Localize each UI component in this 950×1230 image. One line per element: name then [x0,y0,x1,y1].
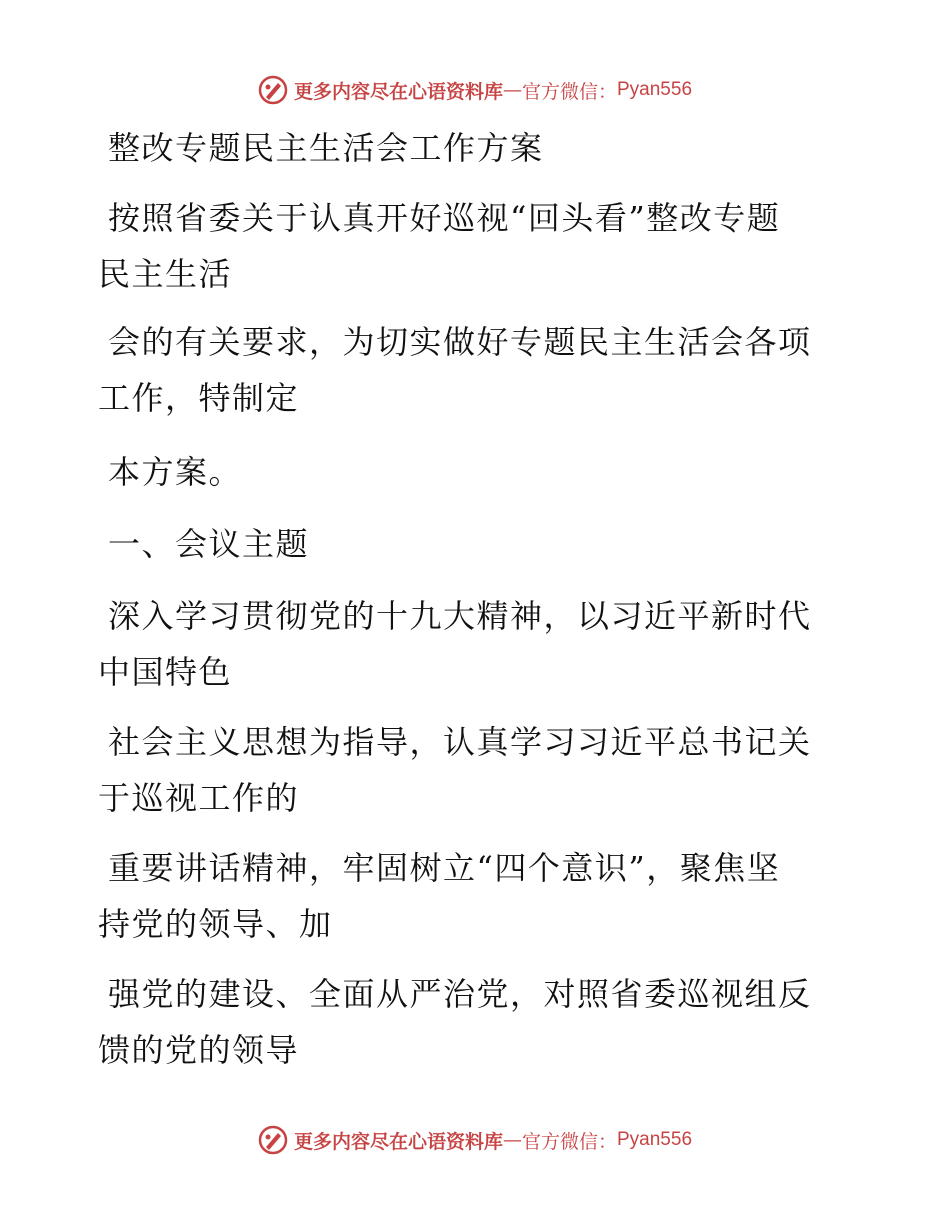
banner-dash: — [502,1129,522,1151]
paragraph-line: 于巡视工作的 [98,779,300,817]
banner-wechat-label: 官方微信： [521,80,617,103]
document-title: 整改专题民主生活会工作方案 [108,129,544,167]
banner-ad-text: 更多内容尽在心语资料库 [293,80,503,103]
paragraph-line: 深入学习贯彻党的十九大精神，以习近平新时代 [108,597,812,635]
pen-logo-icon [258,1125,288,1155]
paragraph-line: 社会主义思想为指导，认真学习习近平总书记关 [108,723,812,761]
paragraph-line: 按照省委关于认真开好巡视“回头看”整改专题 [108,199,781,237]
banner-ad-text: 更多内容尽在心语资料库 [293,1130,503,1153]
paragraph-line: 馈的党的领导 [98,1031,300,1069]
section-heading: 一、会议主题 [108,525,310,563]
paragraph-line: 中国特色 [98,653,233,691]
paragraph-line: 工作，特制定 [98,379,300,417]
header-banner [0,70,950,110]
paragraph-line: 重要讲话精神，牢固树立“四个意识”，聚焦坚 [108,849,781,887]
pen-logo-icon [258,75,288,105]
footer-banner [0,1120,950,1160]
paragraph-line: 强党的建设、全面从严治党，对照省委巡视组反 [108,975,812,1013]
document-body [98,120,838,1078]
banner-wechat-id: Pyan556 [617,1129,693,1150]
paragraph-line: 持党的领导、加 [98,905,333,943]
banner-dash: — [502,79,522,101]
banner-wechat-label: 官方微信： [521,1130,617,1153]
paragraph-line: 会的有关要求，为切实做好专题民主生活会各项 [108,323,812,361]
paragraph-line: 民主生活 [98,255,233,293]
paragraph-line: 本方案。 [108,453,243,491]
banner-wechat-id: Pyan556 [617,79,693,100]
